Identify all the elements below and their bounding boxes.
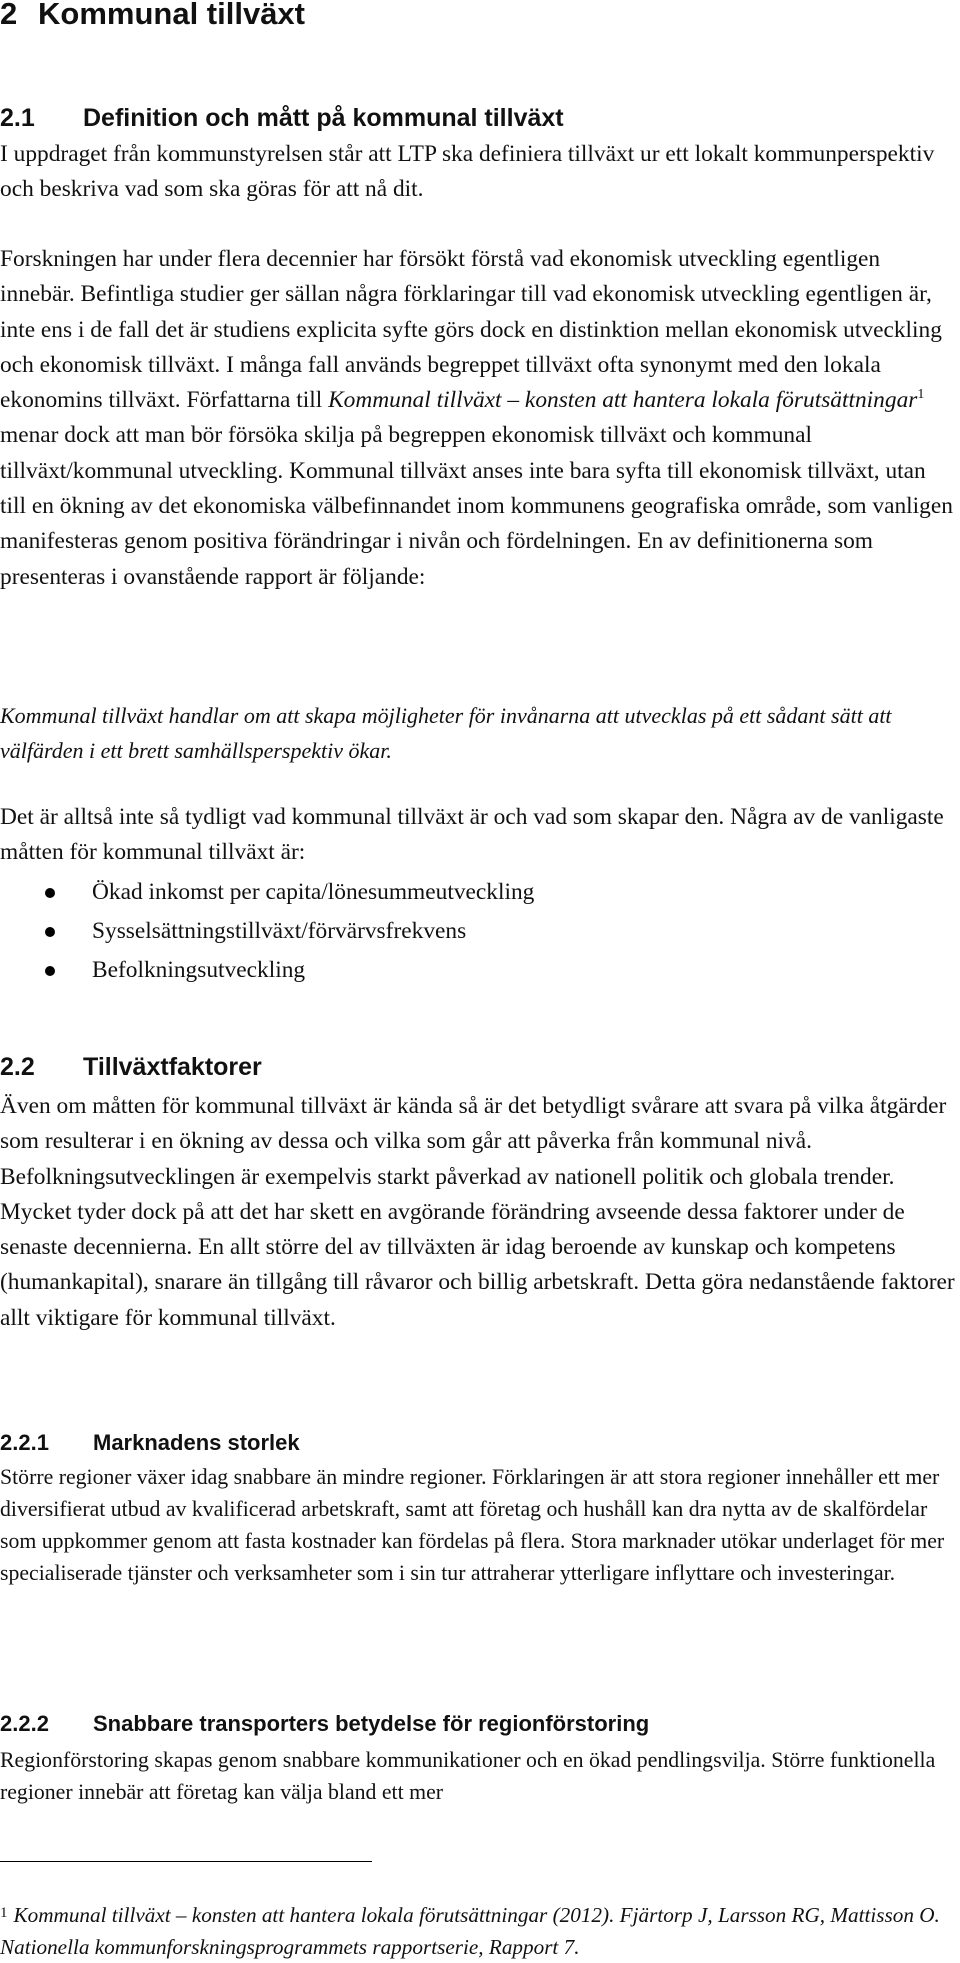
paragraph-growth-factors: Även om måtten för kommunal tillväxt är kända så är det betydligt svårare att svara på vilka åtgärder som resulterar i en ökning av dessa och vilka som går att påverka från kommunal nivå. Befolkningsutvecklingen är exempelvis starkt påverkad av nationell politik och globala trender. Mycket tyder dock på att det har skett en avgörande förändring avseende dessa faktorer under de senaste decennierna. En allt större del av tillväxten är idag beroende av kunskap och kompetens (humankapital), snarare än tillgång till råvaror och billig arbetskraft. Detta göra nedanstående faktorer allt viktigare för kommunal tillväxt. bbox=[0, 1093, 955, 1331]
footnote-divider bbox=[0, 1861, 372, 1862]
section-number: 2.2.1 bbox=[0, 1430, 49, 1455]
report-title: Kommunal tillväxt – konsten att hantera lokala förutsättningar bbox=[328, 387, 918, 414]
section-2-2-heading bbox=[0, 1052, 262, 1082]
section-2-1-heading bbox=[0, 103, 564, 133]
section-number: 2.2 bbox=[0, 1053, 35, 1081]
footnote bbox=[0, 1897, 960, 1963]
list-item-text: Sysselsättningstillväxt/förvärvsfrekvens bbox=[92, 918, 467, 944]
paragraph-text: menar dock att man bör försöka skilja på begreppen ekonomisk tillväxt och kommunal tillväxt/kommunal utveckling. Kommunal tillväxt anses inte bara syfta till ekonomisk tillväxt, utan till en ökning av det ekonomiska välbefinnandet inom kommunens geografiska område, som vanligen manifesteras genom positiva förändringar i nivån och fördelningen. En av definitionerna som presenteras i ovanstående rapport är följande: bbox=[0, 422, 953, 590]
bullet-icon bbox=[45, 927, 55, 937]
paragraph-market-size: Större regioner växer idag snabbare än mindre regioner. Förklaringen är att stora regioner innehåller ett mer diversifierat utbud av kvalificerad arbetskraft, samt att företag och hushåll kan dra nytta av de skalfördelar som uppkommer genom att fasta kostnader kan fördelas på flera. Stora marknader utökar underlaget för mer specialiserade tjänster och verksamheter som i sin tur attraherar ytterligare inflyttare och investeringar. bbox=[0, 1465, 945, 1585]
paragraph-text: Forskningen har under flera decennier har försökt förstå vad ekonomisk utveckling egentligen innebär. Befintliga studier ger sällan några förklaringar till vad ekonomisk utveckling egentligen är, inte ens i de fall det är studiens explicita syfte görs dock en distinktion mellan ekonomisk utveckling och ekonomisk tillväxt. I många fall används begreppet tillväxt ofta synonymt med den lokala ekonomins tillväxt. Författarna till bbox=[0, 246, 942, 414]
list-item-text: Ökad inkomst per capita/lönesummeutveckling bbox=[92, 879, 535, 905]
footnote-text: Kommunal tillväxt – konsten att hantera lokala förutsättningar (2012). Fjärtorp J, Larsson RG, Mattisson O. Nationella kommunforskningsprogrammets rapportserie, Rapport 7. bbox=[0, 1903, 940, 1960]
definition-quote: Kommunal tillväxt handlar om att skapa möjligheter för invånarna att utvecklas på ett sådant sätt att välfärden i ett brett samhällsperspektiv ökar. bbox=[0, 703, 892, 763]
section-2-heading bbox=[0, 0, 305, 32]
section-title: Marknadens storlek bbox=[93, 1430, 300, 1455]
paragraph-assignment: I uppdraget från kommunstyrelsen står att LTP ska definiera tillväxt ur ett lokalt kommunperspektiv och beskriva vad som ska göras för att nå dit. bbox=[0, 141, 935, 203]
section-title: Definition och mått på kommunal tillväxt bbox=[83, 104, 564, 132]
section-2-2-1-heading bbox=[0, 1429, 300, 1457]
list-item-text: Befolkningsutveckling bbox=[92, 957, 306, 983]
section-number: 2 bbox=[0, 0, 18, 31]
section-title: Snabbare transporters betydelse för regionförstoring bbox=[93, 1711, 650, 1736]
footnote-reference[interactable]: 1 bbox=[917, 387, 925, 403]
bullet-icon bbox=[45, 888, 55, 898]
paragraph-research bbox=[0, 242, 955, 595]
section-title: Tillväxtfaktorer bbox=[83, 1053, 262, 1081]
paragraph-transport: Regionförstoring skapas genom snabbare kommunikationer och en ökad pendlingsvilja. Större funktionella regioner innebär att företag kan välja bland ett mer bbox=[0, 1748, 936, 1804]
bullet-icon bbox=[45, 966, 55, 976]
section-2-2-2-heading bbox=[0, 1710, 649, 1738]
section-title: Kommunal tillväxt bbox=[38, 0, 305, 31]
paragraph-measures: Det är alltså inte så tydligt vad kommunal tillväxt är och vad som skapar den. Några av de vanligaste måtten för kommunal tillväxt är: bbox=[0, 804, 944, 866]
footnote-mark: 1 bbox=[0, 1905, 8, 1922]
section-number: 2.1 bbox=[0, 104, 35, 132]
section-number: 2.2.2 bbox=[0, 1711, 49, 1736]
